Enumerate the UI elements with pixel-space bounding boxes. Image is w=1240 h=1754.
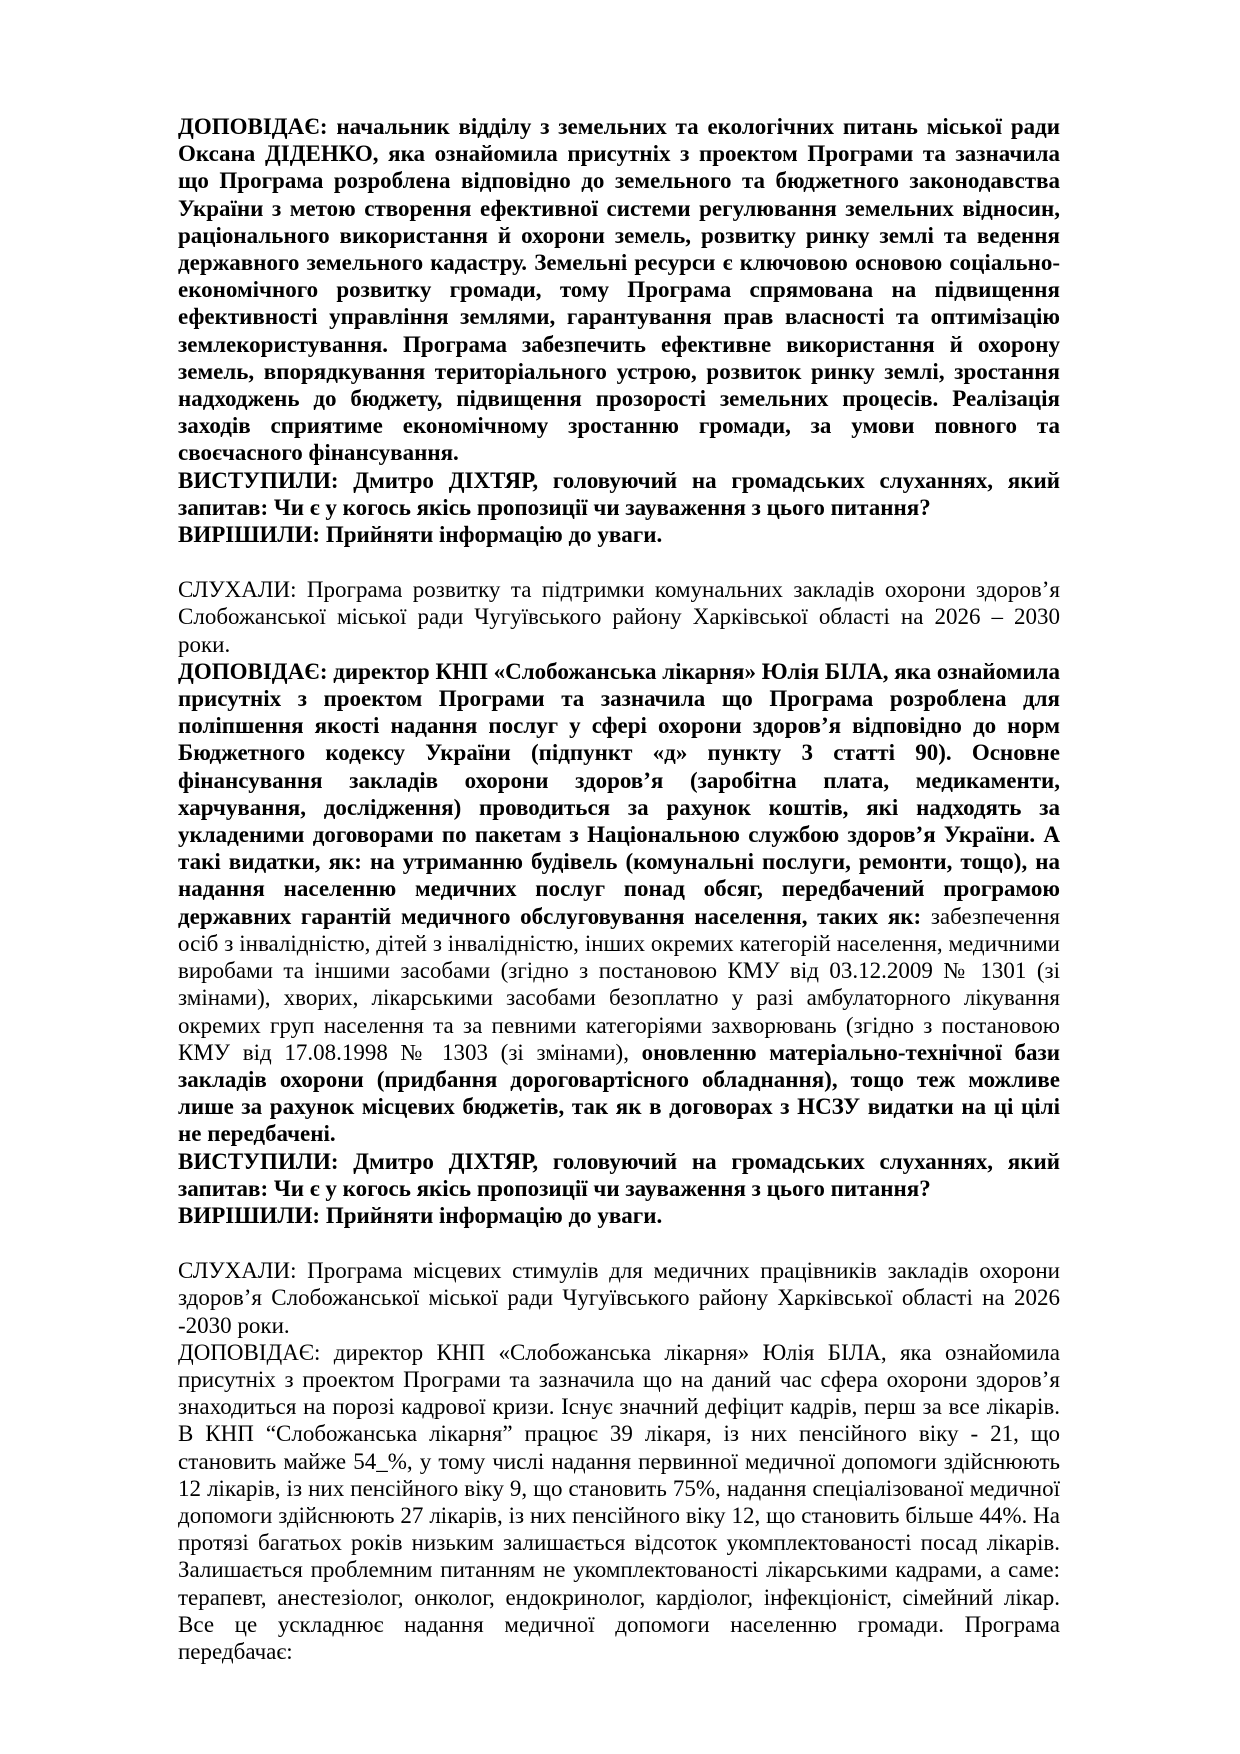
section1-report: ДОПОВІДАЄ: начальник відділу з земельних та екологічних питань міської ради Оксана ДІДЕНКО, яка ознайомила присутніх з проектом Програми та зазначила що Програма розроблена відповідно до земельного та бюджетного законодавства України з метою створення ефективної системи регулювання земельних відносин, раціонального використання й охорони земель, розвитку ринку землі та ведення державного земельного кадастру. Земельні ресурси є ключовою основою соціально-економічного розвитку громади, тому Програма спрямована на підвищення ефективності управління землями, гарантування прав власності та оптимізацію землекористування. Програма забезпечить ефективне використання й охорону земель, впорядкування територіального устрою, розвиток ринку землі, зростання надходжень до бюджету, підвищення прозорості земельних процесів. Реалізація заходів сприятиме економічному зростанню громади, за умови повного та своєчасного фінансування.	[178, 114, 1060, 466]
section2-decided: ВИРІШИЛИ: Прийняти інформацію до уваги.	[178, 1202, 663, 1228]
section-gap	[178, 548, 1060, 576]
section3-report: ДОПОВІДАЄ: директор КНП «Слобожанська лікарня» Юлія БІЛА, яка ознайомила присутніх з проектом Програми та зазначила що на даний час сфера охорони здоров’я знаходиться на порозі кадрової кризи. Існує значний дефіцит кадрів, перш за все лікарів. В КНП “Слобожанська лікарня” працює 39 лікаря, із них пенсійного віку - 21, що становить майже 54_%, у тому числі надання первинної медичної допомоги здійснюють 12 лікарів, із них пенсійного віку 9, що становить 75%, надання спеціалізованої медичної допомоги здійснюють 27 лікарів, із них пенсійного віку 12, що становить більше 44%. На протязі багатьох років низьким залишається відсоток укомплектованості посад лікарів. Залишається проблемним питанням не укомплектованості лікарськими кадрами, а саме: терапевт, анестезіолог, онколог, ендокринолог, кардіолог, інфекціоніст, сімейний лікар. Все це ускладнює надання медичної допомоги населенню громади. Програма передбачає:	[178, 1339, 1060, 1664]
section3-heard: СЛУХАЛИ: Програма місцевих стимулів для медичних працівників закладів охорони здоров’я Слобожанської міської ради Чугуївського району Харківської області на 2026 -2030 роки.	[178, 1258, 1060, 1338]
document-body	[178, 113, 1060, 1665]
section2-heard: СЛУХАЛИ: Програма розвитку та підтримки комунальних закладів охорони здоров’я Слобожанської міської ради Чугуївського району Харківської області на 2026 – 2030 роки.	[178, 577, 1060, 657]
section2-report-normal-part: забезпечення осіб з інвалідністю, дітей з інвалідністю, інших окремих категорій населення, медичними виробами та іншими засобами (згідно з постановою КМУ від 03.12.2009 № 1301 (зі змінами), хворих, лікарськими засобами безоплатно у разі амбулаторного лікування окремих груп населення та за певними категоріями захворювань (згідно з постановою КМУ від 17.08.1998 № 1303 (зі змінами),	[178, 903, 1060, 1065]
section1-decided: ВИРІШИЛИ: Прийняти інформацію до уваги.	[178, 522, 663, 548]
section2-report	[178, 658, 1060, 1148]
section2-spoke: ВИСТУПИЛИ: Дмитро ДІХТЯР, головуючий на громадських слуханнях, який запитав: Чи є у когось якісь пропозиції чи зауваження з цього питання?	[178, 1148, 1060, 1201]
section1-spoke: ВИСТУПИЛИ: Дмитро ДІХТЯР, головуючий на громадських слуханнях, який запитав: Чи є у когось якісь пропозиції чи зауваження з цього питання?	[178, 467, 1060, 520]
section2-report-bold-part2: оновленню матеріально-технічної бази закладів охорони (придбання дороговартісного обладнання), тощо теж можливе лише за рахунок місцевих бюджетів, так як в договорах з НСЗУ видатки на ці цілі не передбачені.	[178, 1039, 1060, 1147]
section2-report-bold-part1: ДОПОВІДАЄ: директор КНП «Слобожанська лікарня» Юлія БІЛА, яка ознайомила присутніх з проектом Програми та зазначила що Програма розроблена для поліпшення якості надання послуг у сфері охорони здоров’я відповідно до норм Бюджетного кодексу України (підпункт «д» пункту 3 статті 90). Основне фінансування закладів охорони здоров’я (заробітна плата, медикаменти, харчування, дослідження) проводиться за рахунок коштів, які надходять за укладеними договорами по пакетам з Національною службою здоров’я України. А такі видатки, як: на утриманню будівель (комунальні послуги, ремонти, тощо), на надання населенню медичних послуг понад обсяг, передбачений програмою державних гарантій медичного обслуговування населення, таких як:	[178, 658, 1060, 929]
section-gap	[178, 1229, 1060, 1257]
